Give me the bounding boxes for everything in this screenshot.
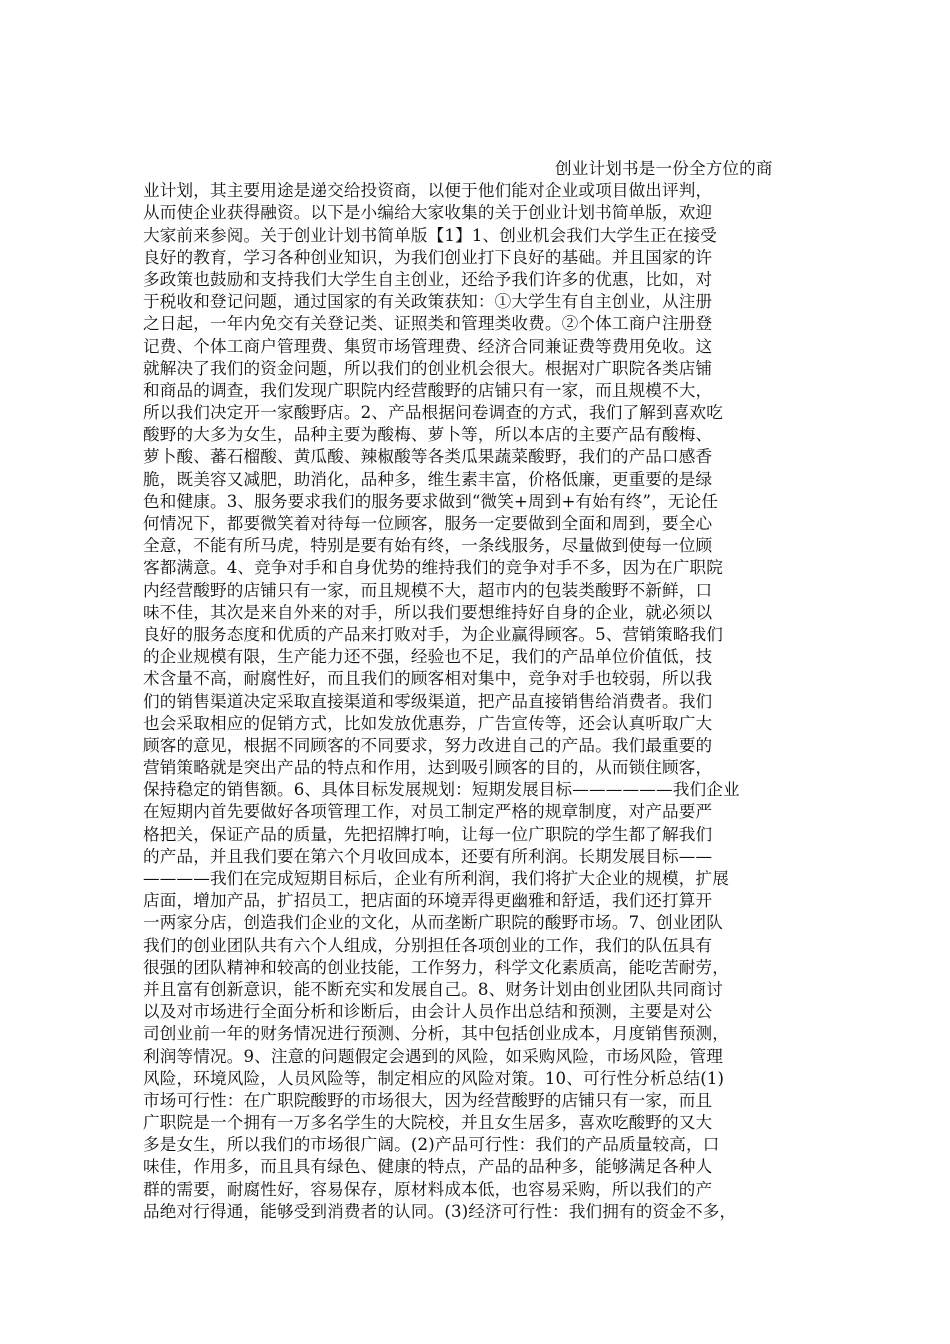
paragraph-line: 在短期内首先要做好各项管理工作，对员工制定严格的规章制度，对产品要严 [143,802,713,822]
paragraph-line: 顾客的意见，根据不同顾客的不同要求，努力改进自己的产品。我们最重要的 [143,735,713,755]
paragraph-line: 也会采取相应的促销方式，比如发放优惠券，广告宣传等，还会认真听取广大 [143,713,713,733]
paragraph-line: 记费、个体工商户管理费、集贸市场管理费、经济合同兼证费等费用免收。这 [143,336,713,356]
paragraph-line: 的企业规模有限，生产能力还不强，经验也不足，我们的产品单位价值低，技 [143,647,713,667]
paragraph-line: 风险，环境风险，人员风险等，制定相应的风险对策。10、可行性分析总结(1) [143,1068,725,1088]
paragraph-line: 并且富有创新意识，能不断充实和发展自己。8、财务计划由创业团队共同商讨 [143,979,723,999]
paragraph-line: 以及对市场进行全面分析和诊断后，由会计人员作出总结和预测，主要是对公 [143,1002,713,1022]
paragraph-line: 客都满意。4、竞争对手和自身优势的维持我们的竞争对手不多，因为在广职院 [143,558,723,578]
paragraph-line: 广职院是一个拥有一万多名学生的大院校，并且女生居多，喜欢吃酸野的又大 [143,1113,713,1133]
paragraph-line: 内经营酸野的店铺只有一家，而且规模不大，超市内的包装类酸野不新鲜，口 [143,580,713,600]
paragraph-line: 全意，不能有所马虎，特别是要有始有终，一条线服务，尽量做到使每一位顾 [143,536,713,556]
paragraph-line: 一两家分店，创造我们企业的文化，从而垄断广职院的酸野市场。7、创业团队 [143,913,723,933]
paragraph-line: 业计划，其主要用途是递交给投资商，以便于他们能对企业或项目做出评判， [143,181,713,201]
paragraph-line: 多政策也鼓励和支持我们大学生自主创业，还给予我们许多的优惠，比如，对 [143,269,713,289]
paragraph-line: ————我们在完成短期目标后，企业有所利润，我们将扩大企业的规模，扩展 [143,869,730,888]
paragraph-line: 店面，增加产品，扩招员工，把店面的环境弄得更幽雅和舒适，我们还打算开 [143,891,713,911]
paragraph-line: 所以我们决定开一家酸野店。2、产品根据问卷调查的方式，我们了解到喜欢吃 [143,403,723,423]
paragraph-line: 的产品，并且我们要在第六个月收回成本，还要有所利润。长期发展目标—— [143,846,713,866]
paragraph-line: 营销策略就是突出产品的特点和作用，达到吸引顾客的目的，从而锁住顾客， [143,758,713,778]
paragraph-line: 我们的创业团队共有六个人组成，分别担任各项创业的工作，我们的队伍具有 [143,935,713,955]
paragraph-line: 们的销售渠道决定采取直接渠道和零级渠道，把产品直接销售给消费者。我们 [143,691,713,711]
paragraph-line: 和商品的调查，我们发现广职院内经营酸野的店铺只有一家，而且规模不大， [143,380,713,400]
paragraph-line: 就解决了我们的资金问题，所以我们的创业机会很大。根据对广职院各类店铺 [143,358,713,378]
paragraph-line: 司创业前一年的财务情况进行预测、分析，其中包括创业成本，月度销售预测， [143,1024,730,1044]
paragraph-line: 术含量不高，耐腐性好，而且我们的顾客相对集中，竞争对手也较弱，所以我 [143,669,713,689]
paragraph-line: 酸野的大多为女生，品种主要为酸梅、萝卜等，所以本店的主要产品有酸梅、 [143,425,713,445]
paragraph-line: 品绝对行得通，能够受到消费者的认同。(3)经济可行性：我们拥有的资金不多， [143,1201,737,1221]
paragraph-line: 何情况下，都要微笑着对待每一位顾客，服务一定要做到全面和周到，要全心 [143,514,713,533]
paragraph-line: 格把关，保证产品的质量，先把招牌打响，让每一位广职院的学生都了解我们 [143,824,713,844]
paragraph-line: 良好的教育，学习各种创业知识，为我们创业打下良好的基础。并且国家的许 [143,247,713,267]
paragraph-line: 脆，既美容又减肥，助消化，品种多，维生素丰富，价格低廉，更重要的是绿 [143,469,713,489]
paragraph-line: 保持稳定的销售额。6、具体目标发展规划：短期发展目标——————我们企业 [143,780,740,800]
paragraph-line: 于税收和登记问题，通过国家的有关政策获知：①大学生有自主创业，从注册 [143,292,713,312]
paragraph-line: 利润等情况。9、注意的问题假定会遇到的风险，如采购风险，市场风险，管理 [143,1046,723,1066]
paragraph-line: 色和健康。3、服务要求我们的服务要求做到“微笑+周到+有始有终”，无论任 [143,491,719,511]
paragraph-line: 良好的服务态度和优质的产品来打败对手，为企业赢得顾客。5、营销策略我们 [143,624,723,644]
paragraph-line: 味佳，作用多，而且具有绿色、健康的特点，产品的品种多，能够满足各种人 [143,1157,713,1177]
paragraph-line: 之日起，一年内免交有关登记类、证照类和管理类收费。②个体工商户注册登 [143,314,713,334]
paragraph-line: 从而使企业获得融资。以下是小编给大家收集的关于创业计划书简单版，欢迎 [143,203,713,223]
paragraph-line: 群的需要，耐腐性好，容易保存，原材料成本低，也容易采购，所以我们的产 [143,1179,713,1199]
paragraph-line: 市场可行性：在广职院酸野的市场很大，因为经营酸野的店铺只有一家，而且 [143,1090,713,1110]
paragraph-line: 大家前来参阅。关于创业计划书简单版【1】1、创业机会我们大学生正在接受 [143,225,717,245]
paragraph-opening-line: 创业计划书是一份全方位的商 [555,159,773,178]
paragraph-line: 萝卜酸、蕃石榴酸、黄瓜酸、辣椒酸等各类瓜果蔬菜酸野，我们的产品口感香 [143,447,713,467]
document-body [143,158,825,1223]
paragraph-line: 很强的团队精神和较高的创业技能，工作努力，科学文化素质高，能吃苦耐劳， [143,957,730,977]
paragraph-line: 味不佳，其次是来自外来的对手，所以我们要想维持好自身的企业，就必须以 [143,602,713,622]
paragraph-line: 多是女生，所以我们的市场很广阔。(2)产品可行性：我们的产品质量较高，口 [143,1135,720,1155]
